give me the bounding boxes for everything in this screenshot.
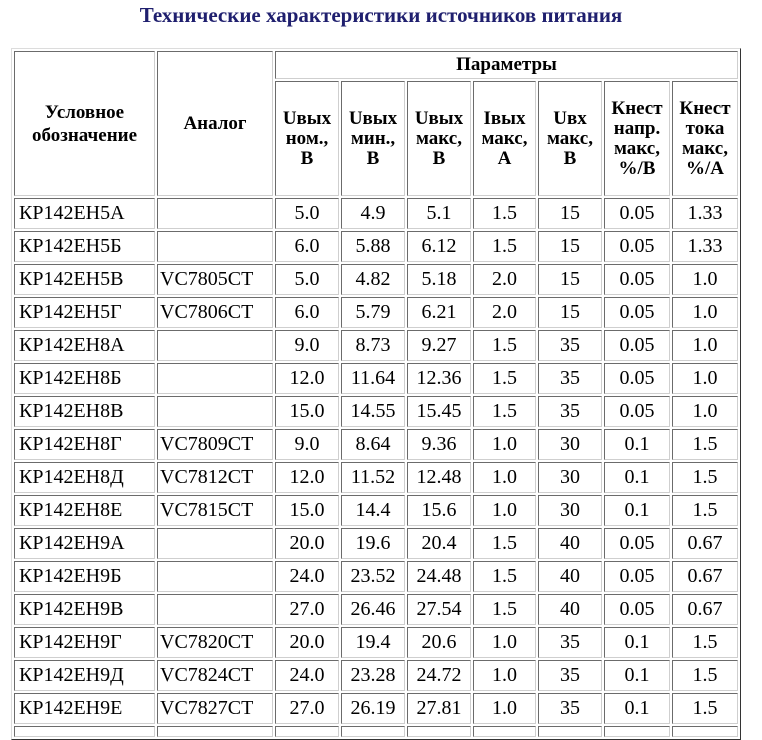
u-out-nom-cell: 24.0 bbox=[275, 660, 339, 691]
u-out-min-cell: 4.9 bbox=[341, 198, 405, 229]
u-out-max-cell: 5.1 bbox=[407, 198, 471, 229]
u-out-min-cell: 5.88 bbox=[341, 231, 405, 262]
table-row bbox=[14, 462, 738, 493]
header-line: напр. bbox=[613, 117, 661, 139]
u-in-max-cell: 35 bbox=[538, 363, 602, 394]
analog-cell bbox=[157, 594, 273, 625]
table-row bbox=[14, 561, 738, 592]
k-voltage-cell: 0.05 bbox=[604, 561, 670, 592]
u-out-max-cell: 12.36 bbox=[407, 363, 471, 394]
u-out-nom-cell: 20.0 bbox=[275, 528, 339, 559]
u-in-max-cell: 30 bbox=[538, 429, 602, 460]
header-line: макс, bbox=[481, 127, 528, 149]
u-in-max-cell: 35 bbox=[538, 693, 602, 724]
k-voltage-cell: 0.05 bbox=[604, 264, 670, 295]
analog-cell bbox=[157, 363, 273, 394]
i-out-max-cell: 1.5 bbox=[473, 528, 536, 559]
u-out-max-cell: 12.48 bbox=[407, 462, 471, 493]
table-row bbox=[14, 231, 738, 262]
u-out-nom-cell: 15.0 bbox=[275, 495, 339, 526]
u-in-max-cell: 35 bbox=[538, 660, 602, 691]
i-out-max-cell: 1.0 bbox=[473, 429, 536, 460]
u-out-max-cell: 27.54 bbox=[407, 594, 471, 625]
analog-cell: VC7809CT bbox=[157, 429, 273, 460]
k-voltage-cell: 0.05 bbox=[604, 231, 670, 262]
i-out-max-cell: 1.5 bbox=[473, 594, 536, 625]
designation-header-line-2: обозначение bbox=[31, 124, 138, 146]
designation-cell: КР142ЕН8А bbox=[14, 330, 155, 361]
k-current-cell: 1.0 bbox=[672, 363, 738, 394]
table-row bbox=[14, 429, 738, 460]
u-out-max-cell: 15.6 bbox=[407, 495, 471, 526]
u-in-max-cell: 15 bbox=[538, 198, 602, 229]
analog-cell bbox=[157, 528, 273, 559]
i-out-max-cell: 1.5 bbox=[473, 330, 536, 361]
i-out-max-cell: 1.0 bbox=[473, 462, 536, 493]
header-line: А bbox=[497, 147, 512, 169]
designation-cell: КР142ЕН9Г bbox=[14, 627, 155, 658]
u-out-nom-cell: 15.0 bbox=[275, 396, 339, 427]
designation-cell: КР142ЕН9Е bbox=[14, 693, 155, 724]
table-row bbox=[14, 363, 738, 394]
u-out-nom-cell: 5.0 bbox=[275, 198, 339, 229]
u-in-max-cell: 35 bbox=[538, 396, 602, 427]
k-current-cell: 1.33 bbox=[672, 198, 738, 229]
u-out-min-cell: 5.79 bbox=[341, 297, 405, 328]
header-line: макс, bbox=[682, 137, 728, 159]
analog-cell bbox=[157, 231, 273, 262]
u-out-max-cell: 24.72 bbox=[407, 660, 471, 691]
header-line: В bbox=[563, 147, 577, 169]
u-out-min-cell: 23.52 bbox=[341, 561, 405, 592]
k-current-cell: 0.67 bbox=[672, 561, 738, 592]
u-out-nom-cell: 6.0 bbox=[275, 297, 339, 328]
k-current-cell: 1.0 bbox=[672, 396, 738, 427]
u-out-nom-header bbox=[275, 81, 339, 196]
analog-cell: VC7805CT bbox=[157, 264, 273, 295]
analog-cell: VC7824CT bbox=[157, 660, 273, 691]
k-current-cell: 1.5 bbox=[672, 660, 738, 691]
partial-cell bbox=[14, 726, 155, 737]
u-out-min-cell: 11.52 bbox=[341, 462, 405, 493]
table-row bbox=[14, 627, 738, 658]
header-line: Кнест bbox=[611, 97, 663, 119]
i-out-max-cell: 2.0 bbox=[473, 264, 536, 295]
u-out-nom-cell: 12.0 bbox=[275, 462, 339, 493]
table-row bbox=[14, 528, 738, 559]
u-in-max-cell: 35 bbox=[538, 627, 602, 658]
partial-cell bbox=[538, 726, 602, 737]
designation-cell: КР142ЕН8В bbox=[14, 396, 155, 427]
k-voltage-cell: 0.05 bbox=[604, 594, 670, 625]
u-out-nom-cell: 27.0 bbox=[275, 693, 339, 724]
k-voltage-cell: 0.1 bbox=[604, 495, 670, 526]
table-row bbox=[14, 693, 738, 724]
header-line: Iвых bbox=[483, 107, 526, 129]
u-out-min-cell: 19.6 bbox=[341, 528, 405, 559]
partial-cell bbox=[407, 726, 471, 737]
u-in-max-cell: 40 bbox=[538, 594, 602, 625]
k-voltage-instability-header bbox=[604, 81, 670, 196]
u-in-max-cell: 15 bbox=[538, 297, 602, 328]
u-out-min-cell: 8.64 bbox=[341, 429, 405, 460]
u-in-max-header bbox=[538, 81, 602, 196]
u-out-min-cell: 14.55 bbox=[341, 396, 405, 427]
k-current-cell: 1.5 bbox=[672, 429, 738, 460]
u-out-min-cell: 14.4 bbox=[341, 495, 405, 526]
table-row-partial bbox=[14, 726, 738, 737]
k-voltage-cell: 0.1 bbox=[604, 462, 670, 493]
u-in-max-cell: 40 bbox=[538, 561, 602, 592]
k-voltage-cell: 0.1 bbox=[604, 660, 670, 691]
i-out-max-cell: 2.0 bbox=[473, 297, 536, 328]
u-out-max-cell: 27.81 bbox=[407, 693, 471, 724]
k-voltage-cell: 0.05 bbox=[604, 396, 670, 427]
u-out-min-header bbox=[341, 81, 405, 196]
designation-cell: КР142ЕН5Б bbox=[14, 231, 155, 262]
partial-cell bbox=[275, 726, 339, 737]
u-out-nom-cell: 5.0 bbox=[275, 264, 339, 295]
analog-cell bbox=[157, 330, 273, 361]
header-line: Кнест bbox=[679, 97, 731, 119]
u-out-max-header bbox=[407, 81, 471, 196]
k-current-cell: 1.5 bbox=[672, 693, 738, 724]
partial-cell bbox=[157, 726, 273, 737]
analog-header: Аналог bbox=[157, 51, 273, 196]
k-current-cell: 1.0 bbox=[672, 330, 738, 361]
table-row bbox=[14, 330, 738, 361]
k-current-cell: 1.5 bbox=[672, 627, 738, 658]
designation-cell: КР142ЕН5А bbox=[14, 198, 155, 229]
table-row bbox=[14, 495, 738, 526]
k-current-cell: 1.33 bbox=[672, 231, 738, 262]
analog-cell bbox=[157, 396, 273, 427]
i-out-max-cell: 1.5 bbox=[473, 231, 536, 262]
designation-cell: КР142ЕН8Е bbox=[14, 495, 155, 526]
header-line: В bbox=[432, 147, 446, 169]
k-voltage-cell: 0.05 bbox=[604, 198, 670, 229]
u-in-max-cell: 15 bbox=[538, 231, 602, 262]
u-out-max-cell: 20.6 bbox=[407, 627, 471, 658]
partial-cell bbox=[473, 726, 536, 737]
u-out-nom-cell: 12.0 bbox=[275, 363, 339, 394]
analog-cell bbox=[157, 561, 273, 592]
u-out-max-cell: 5.18 bbox=[407, 264, 471, 295]
k-current-instability-header bbox=[672, 81, 738, 196]
u-in-max-cell: 30 bbox=[538, 462, 602, 493]
header-line: %/В bbox=[618, 157, 656, 179]
i-out-max-cell: 1.5 bbox=[473, 198, 536, 229]
k-current-cell: 1.0 bbox=[672, 264, 738, 295]
u-out-min-cell: 23.28 bbox=[341, 660, 405, 691]
k-current-cell: 1.5 bbox=[672, 462, 738, 493]
k-voltage-cell: 0.05 bbox=[604, 297, 670, 328]
header-line: ном., bbox=[285, 127, 329, 149]
table-row bbox=[14, 660, 738, 691]
designation-header bbox=[14, 51, 155, 196]
k-current-cell: 0.67 bbox=[672, 528, 738, 559]
u-out-min-cell: 26.19 bbox=[341, 693, 405, 724]
analog-cell: VC7806CT bbox=[157, 297, 273, 328]
k-voltage-cell: 0.05 bbox=[604, 330, 670, 361]
u-out-min-cell: 8.73 bbox=[341, 330, 405, 361]
partial-cell bbox=[672, 726, 738, 737]
u-out-nom-cell: 27.0 bbox=[275, 594, 339, 625]
header-line: В bbox=[366, 147, 380, 169]
k-current-cell: 1.5 bbox=[672, 495, 738, 526]
u-out-max-cell: 15.45 bbox=[407, 396, 471, 427]
designation-cell: КР142ЕН9Д bbox=[14, 660, 155, 691]
u-in-max-cell: 30 bbox=[538, 495, 602, 526]
u-out-min-cell: 11.64 bbox=[341, 363, 405, 394]
analog-cell: VC7812CT bbox=[157, 462, 273, 493]
analog-cell: VC7820CT bbox=[157, 627, 273, 658]
i-out-max-header bbox=[473, 81, 536, 196]
i-out-max-cell: 1.0 bbox=[473, 495, 536, 526]
table-row bbox=[14, 297, 738, 328]
header-line: %/А bbox=[686, 157, 724, 179]
u-out-min-cell: 26.46 bbox=[341, 594, 405, 625]
table-row bbox=[14, 264, 738, 295]
designation-cell: КР142ЕН9А bbox=[14, 528, 155, 559]
designation-cell: КР142ЕН9В bbox=[14, 594, 155, 625]
k-voltage-cell: 0.05 bbox=[604, 528, 670, 559]
i-out-max-cell: 1.0 bbox=[473, 693, 536, 724]
header-line: макс, bbox=[416, 127, 462, 149]
k-voltage-cell: 0.1 bbox=[604, 627, 670, 658]
k-current-cell: 0.67 bbox=[672, 594, 738, 625]
i-out-max-cell: 1.0 bbox=[473, 660, 536, 691]
header-line: тока bbox=[685, 117, 725, 139]
u-out-min-cell: 19.4 bbox=[341, 627, 405, 658]
k-current-cell: 1.0 bbox=[672, 297, 738, 328]
designation-cell: КР142ЕН8Д bbox=[14, 462, 155, 493]
i-out-max-cell: 1.5 bbox=[473, 363, 536, 394]
u-out-nom-cell: 6.0 bbox=[275, 231, 339, 262]
header-line: Uвых bbox=[414, 107, 464, 129]
u-out-max-cell: 9.27 bbox=[407, 330, 471, 361]
header-line: мин., bbox=[350, 127, 396, 149]
k-voltage-cell: 0.1 bbox=[604, 693, 670, 724]
page-title: Технические характеристики источников питания bbox=[139, 3, 623, 27]
u-in-max-cell: 35 bbox=[538, 330, 602, 361]
u-out-max-cell: 6.12 bbox=[407, 231, 471, 262]
u-out-max-cell: 9.36 bbox=[407, 429, 471, 460]
table-body bbox=[14, 198, 738, 737]
header-line: макс, bbox=[614, 137, 660, 159]
u-out-min-cell: 4.82 bbox=[341, 264, 405, 295]
u-out-nom-cell: 9.0 bbox=[275, 429, 339, 460]
k-voltage-cell: 0.05 bbox=[604, 363, 670, 394]
table-row bbox=[14, 594, 738, 625]
i-out-max-cell: 1.0 bbox=[473, 627, 536, 658]
u-out-nom-cell: 20.0 bbox=[275, 627, 339, 658]
designation-cell: КР142ЕН5Г bbox=[14, 297, 155, 328]
designation-cell: КР142ЕН8Б bbox=[14, 363, 155, 394]
header-line: Uвых bbox=[348, 107, 398, 129]
analog-cell bbox=[157, 198, 273, 229]
header-line: В bbox=[300, 147, 314, 169]
partial-cell bbox=[341, 726, 405, 737]
k-voltage-cell: 0.1 bbox=[604, 429, 670, 460]
analog-cell: VC7815CT bbox=[157, 495, 273, 526]
u-in-max-cell: 40 bbox=[538, 528, 602, 559]
u-out-nom-cell: 9.0 bbox=[275, 330, 339, 361]
designation-cell: КР142ЕН8Г bbox=[14, 429, 155, 460]
u-in-max-cell: 15 bbox=[538, 264, 602, 295]
header-line: Uвх bbox=[553, 107, 587, 129]
specifications-table bbox=[11, 48, 741, 740]
u-out-max-cell: 6.21 bbox=[407, 297, 471, 328]
i-out-max-cell: 1.5 bbox=[473, 561, 536, 592]
parameters-header: Параметры bbox=[275, 51, 738, 79]
u-out-max-cell: 20.4 bbox=[407, 528, 471, 559]
table-row bbox=[14, 198, 738, 229]
designation-cell: КР142ЕН9Б bbox=[14, 561, 155, 592]
designation-cell: КР142ЕН5В bbox=[14, 264, 155, 295]
table-row bbox=[14, 396, 738, 427]
u-out-nom-cell: 24.0 bbox=[275, 561, 339, 592]
i-out-max-cell: 1.5 bbox=[473, 396, 536, 427]
partial-cell bbox=[604, 726, 670, 737]
analog-cell: VC7827CT bbox=[157, 693, 273, 724]
header-line: макс, bbox=[547, 127, 593, 149]
u-out-max-cell: 24.48 bbox=[407, 561, 471, 592]
designation-header-line-1: Условное bbox=[44, 101, 125, 123]
header-line: Uвых bbox=[282, 107, 332, 129]
